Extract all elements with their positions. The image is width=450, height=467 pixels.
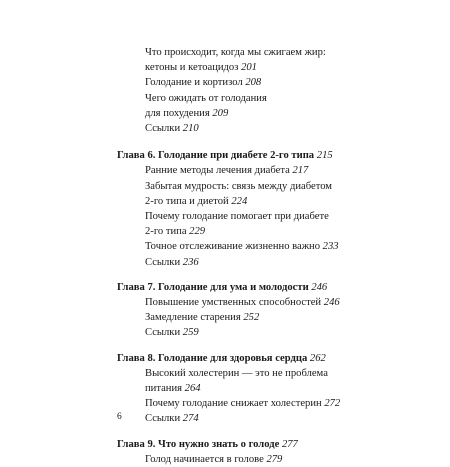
page-ref: 229 (189, 226, 206, 238)
chapter-heading: Глава 6. Голодание при диабете 2-го типа 215 (117, 150, 333, 162)
toc-entry: Ссылки 259 (145, 327, 199, 339)
page-ref: 236 (182, 256, 199, 268)
page-ref: 210 (182, 123, 199, 135)
chapter-heading: Глава 9. Что нужно знать о голоде 277 (117, 438, 298, 450)
toc-entry: Чего ожидать от голодания (145, 92, 267, 104)
chapter-heading: Глава 8. Голодание для здоровья сердца 262 (117, 352, 326, 364)
page-ref: 233 (322, 241, 339, 253)
toc-entry-continued: кетоны и кетоацидоз 201 (145, 62, 257, 74)
page-ref: 246 (323, 297, 340, 309)
toc-entry: Голод начинается в голове 279 (145, 453, 283, 465)
toc-entry: Повышение умственных способностей 246 (145, 297, 340, 309)
table-of-contents (117, 45, 417, 467)
chapter-heading: Глава 7. Голодание для ума и молодости 246 (117, 281, 328, 293)
toc-entry: Ранние методы лечения диабета 217 (145, 165, 309, 177)
toc-entry: Забытая мудрость: связь между диабетом (145, 180, 332, 192)
page-ref: 217 (292, 165, 309, 177)
page-number: 6 (117, 412, 122, 422)
toc-entry-continued: 2-го типа и диетой 224 (145, 195, 248, 207)
page-ref: 215 (316, 150, 333, 162)
page-ref: 277 (281, 438, 298, 450)
toc-entry-continued: 2-го типа 229 (145, 226, 206, 238)
page-ref: 264 (184, 383, 201, 395)
toc-entry: Замедление старения 252 (145, 312, 260, 324)
toc-entry: Почему голодание снижает холестерин 272 (145, 398, 341, 410)
page-ref: 209 (212, 107, 229, 119)
toc-entry: Точное отслеживание жизненно важно 233 (145, 241, 339, 253)
toc-entry: Что происходит, когда мы сжигаем жир: (145, 47, 326, 58)
page-ref: 252 (243, 312, 260, 324)
toc-entry: Почему голодание помогает при диабете (145, 211, 329, 223)
page-ref: 201 (241, 62, 257, 74)
page-ref: 262 (309, 352, 326, 364)
toc-entry: Высокий холестерин — это не проблема (145, 367, 328, 379)
toc-entry: Ссылки 236 (145, 256, 199, 268)
page-ref: 279 (266, 453, 283, 465)
page-ref: 224 (231, 195, 248, 207)
toc-entry: Голодание и кортизол 208 (145, 77, 262, 89)
toc-entry-continued: для похудения 209 (145, 107, 229, 119)
toc-entry: Ссылки 274 (145, 413, 199, 425)
page-ref: 272 (324, 398, 341, 410)
page-ref: 259 (182, 327, 199, 339)
page-ref: 246 (311, 281, 328, 293)
page-ref: 208 (245, 77, 262, 89)
toc-entry-continued: питания 264 (145, 383, 201, 395)
toc-entry: Ссылки 210 (145, 123, 199, 135)
page-ref: 274 (182, 413, 199, 425)
